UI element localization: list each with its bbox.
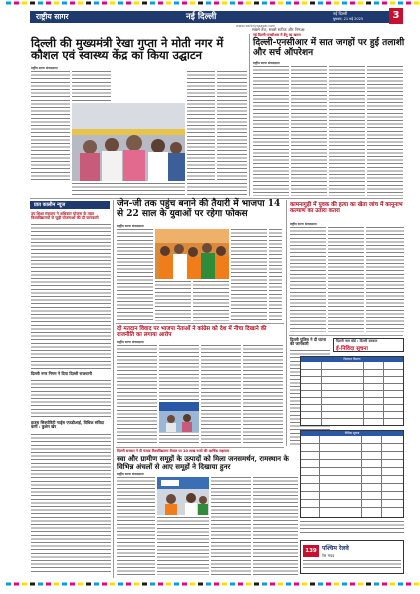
registration-mark [222, 583, 227, 586]
registration-mark [318, 583, 323, 586]
registration-mark [54, 583, 59, 586]
tender-footnote [300, 521, 404, 535]
registration-mark [310, 583, 315, 586]
right-top-kicker: नई दिल्ली-एनसीआर में डेंगू का खतरा [253, 33, 301, 37]
center-headline: जेन-जी तक पहुंच बनाने की तैयारी में भाजपा 14 से 22 साल के युवाओं पर रहेगा फोकस [117, 199, 281, 219]
registration-mark [246, 583, 251, 586]
registration-mark [46, 2, 51, 5]
registration-mark [110, 583, 115, 586]
tender-table-2-header: निविदा सूचना [301, 431, 403, 436]
lead-byline: राष्ट्रीय सागर संवाददाता [31, 66, 58, 70]
registration-mark [270, 583, 275, 586]
registration-mark [254, 583, 259, 586]
right-small-headline: दिल्ली पुलिस ने दी घटना की जानकारी [290, 337, 327, 347]
registration-mark [142, 2, 147, 5]
registration-mark [358, 583, 363, 586]
registration-mark [294, 2, 299, 5]
registration-mark [94, 583, 99, 586]
registration-mark [238, 2, 243, 5]
right-top-headline: दिल्ली-एनसीआर में सात जगहों पर हुई तलाशी और सर्च ऑपरेशन [253, 38, 405, 58]
registration-mark [286, 583, 291, 586]
right-top-col-1 [253, 66, 289, 196]
center-bottom-kicker: दिल्ली सरकार ने दी पंजाब विश्वविद्यालय रीवाल पर 10 लाख रुपये की आर्थिक सहायता [117, 449, 230, 453]
registration-mark [206, 583, 211, 586]
registration-mark [278, 583, 283, 586]
registration-mark [230, 583, 235, 586]
registration-mark [246, 2, 251, 5]
center-mid-byline: राष्ट्रीय सागर संवाददाता [117, 340, 144, 344]
registration-mark [118, 583, 123, 586]
registration-mark [30, 2, 35, 5]
registration-mark [390, 583, 395, 586]
registration-mark [6, 2, 11, 5]
registration-mark [118, 2, 123, 5]
center-col-5 [269, 229, 282, 321]
masthead-date: बुधवार, 21 मई 2025 [333, 17, 364, 21]
section-rule [289, 335, 403, 336]
center-small-photo [159, 402, 199, 432]
lead-body-col-3 [187, 71, 215, 181]
left-box-body-1 [31, 224, 111, 370]
column-rule [113, 200, 114, 578]
registration-mark [6, 583, 11, 586]
registration-mark [214, 583, 219, 586]
registration-mark [22, 2, 27, 5]
left-box-headline: उप शिक्षा मंत्रालय ने अधिकार योजना के तहत विश्वविद्यालयों से जुड़ी योजनाओं की दी जानकारी [31, 211, 99, 221]
center-mid-col-4 [243, 345, 283, 445]
center-col-4 [231, 229, 267, 321]
registration-mark [70, 583, 75, 586]
registration-mark [166, 2, 171, 5]
tender-table-2 [300, 430, 404, 518]
lead-body-col-1 [31, 71, 70, 181]
registration-mark [150, 2, 155, 5]
left-box-subhead-1: दिल्ली नगर निगम ने दिया दिल्ली राजधानी [31, 371, 92, 376]
registration-mark [374, 2, 379, 5]
tagline: सबसे तेज, सबसे सटीक और निष्पक्ष [252, 27, 305, 32]
registration-mark [238, 583, 243, 586]
registration-mark [374, 583, 379, 586]
left-box-body-3 [31, 434, 111, 574]
center-col-2 [155, 281, 191, 321]
registration-mark [158, 2, 163, 5]
registration-mark [294, 583, 299, 586]
registration-mark [198, 583, 203, 586]
registration-mark [142, 583, 147, 586]
registration-mark [302, 2, 307, 5]
registration-mark [270, 2, 275, 5]
registration-mark [78, 2, 83, 5]
registration-mark [406, 583, 411, 586]
center-byline: राष्ट्रीय सागर संवाददाता [117, 224, 144, 228]
registration-mark [406, 2, 411, 5]
masthead-edition: नई दिल्ली [333, 11, 348, 16]
registration-mark [134, 583, 139, 586]
registration-mark [78, 583, 83, 586]
center-bottom-byline: राष्ट्रीय सागर संवाददाता [117, 472, 144, 476]
registration-mark [230, 2, 235, 5]
center-bottom-headline: स्वा और ग्रामीण समूहों के उत्पादों को मिला जनसमर्थन, रामस्थान के विभिन्न अंचलों से आए समूहों ने दिखाया हुनर [117, 454, 289, 471]
registration-mark [62, 2, 67, 5]
registration-mark [398, 2, 403, 5]
registration-mark [174, 2, 179, 5]
registration-mark [414, 583, 419, 586]
registration-mark [86, 2, 91, 5]
right-top-col-3 [329, 66, 365, 196]
right-top-col-4 [367, 66, 403, 196]
registration-mark [134, 2, 139, 5]
registration-mark [14, 2, 19, 5]
registration-mark [14, 583, 19, 586]
lead-photo-caption [72, 183, 185, 195]
registration-strip-top [0, 1, 420, 5]
registration-mark [342, 583, 347, 586]
registration-mark [262, 2, 267, 5]
registration-mark [94, 2, 99, 5]
left-box-body-2 [31, 380, 111, 418]
center-mid-col-1 [117, 345, 157, 445]
registration-mark [302, 583, 307, 586]
registration-mark [214, 2, 219, 5]
registration-mark [326, 2, 331, 5]
registration-mark [414, 2, 419, 5]
lead-body-tail [187, 183, 247, 195]
registration-mark [222, 2, 227, 5]
registration-mark [398, 583, 403, 586]
registration-mark [102, 583, 107, 586]
center-bottom-col-3 [211, 477, 251, 575]
tender-table-1-header: विज्ञापन विवरण [301, 357, 403, 362]
right-mid-col-3 [366, 227, 404, 332]
registration-mark [206, 2, 211, 5]
center-mid-headline: दो मतदान विवाद पर भाजपा नेताओं ने कांग्रेस को देश में नीचा दिखाने की राजनीति का लगाया आरोप [117, 326, 267, 339]
right-top-col-2 [291, 66, 327, 196]
right-mid-col-1 [290, 227, 326, 332]
center-bottom-col-2 [157, 517, 209, 575]
registration-mark [286, 2, 291, 5]
lead-body-col-2 [72, 71, 111, 101]
section-rule [116, 323, 284, 324]
right-top-byline: राष्ट्रीय सागर संवाददाता [253, 61, 280, 65]
registration-mark [182, 583, 187, 586]
registration-mark [126, 583, 131, 586]
tender-kicker: दिल्ली जल बोर्ड : दिल्ली सरकार [336, 339, 378, 343]
registration-mark [310, 2, 315, 5]
registration-mark [326, 583, 331, 586]
registration-mark [166, 583, 171, 586]
registration-mark [366, 583, 371, 586]
registration-mark [358, 2, 363, 5]
railway-ad-label: पश्चिम रेलवे [322, 545, 349, 552]
registration-mark [150, 583, 155, 586]
page-number: 3 [389, 8, 403, 24]
registration-mark [174, 583, 179, 586]
registration-mark [62, 583, 67, 586]
registration-mark [190, 2, 195, 5]
railway-ad-body [303, 560, 401, 571]
website-url: www.rashtriyasagar.com [236, 24, 276, 28]
railway-ad-text: रेल मदद [322, 553, 335, 558]
registration-mark [254, 2, 259, 5]
lead-headline: दिल्ली की मुख्यमंत्री रेखा गुप्ता ने मोती नगर में कौशल एवं स्वास्थ्य केंद्र का किया उद्घाटन [31, 36, 224, 63]
left-box-subhead-2: हाउस सिक्योरिटी गार्ड्स एफडीआई, विधिक संविदा कर्मी : कुशेन खेर [31, 420, 104, 430]
registration-mark [190, 583, 195, 586]
registration-mark [366, 2, 371, 5]
masthead-city: नई दिल्ली [186, 12, 217, 22]
registration-mark [334, 2, 339, 5]
paper-name: राष्ट्रीय सागर [36, 12, 69, 21]
registration-mark [350, 2, 355, 5]
registration-mark [30, 583, 35, 586]
registration-strip-bottom [0, 582, 420, 586]
registration-mark [342, 2, 347, 5]
registration-mark [22, 583, 27, 586]
registration-mark [278, 2, 283, 5]
lead-photo [72, 103, 185, 181]
right-mid-byline: राष्ट्रीय सागर संवाददाता [290, 222, 317, 226]
right-mid-headline: कामनागुड़ी में युवक की हत्या का खेता जांच में कानूनाभ कल्याण का उतारा कतरा [290, 202, 403, 215]
right-mid-col-2 [328, 227, 364, 332]
center-photo [155, 229, 229, 279]
tender-table-1 [300, 356, 404, 426]
registration-mark [390, 2, 395, 5]
registration-mark [54, 2, 59, 5]
column-rule [249, 34, 250, 196]
registration-mark [46, 583, 51, 586]
registration-mark [86, 583, 91, 586]
registration-mark [38, 583, 43, 586]
registration-mark [262, 583, 267, 586]
center-mid-col-3 [201, 345, 241, 445]
center-bottom-col-4 [253, 477, 298, 575]
registration-mark [382, 583, 387, 586]
center-col-1 [117, 229, 153, 321]
registration-mark [38, 2, 43, 5]
registration-mark [334, 583, 339, 586]
railway-helpline-number: 139 [303, 545, 319, 557]
column-rule [286, 200, 287, 446]
center-col-3 [193, 281, 229, 321]
section-rule [116, 447, 284, 448]
center-bottom-photo [157, 477, 209, 515]
lead-body-col-4 [217, 71, 247, 181]
registration-mark [182, 2, 187, 5]
registration-mark [318, 2, 323, 5]
registration-mark [110, 2, 115, 5]
registration-mark [102, 2, 107, 5]
left-box-title: प्रात कालीन न्यूज [34, 202, 66, 208]
registration-mark [198, 2, 203, 5]
tender-title: ई-निविदा सूचना [336, 346, 368, 352]
registration-mark [158, 583, 163, 586]
registration-mark [126, 2, 131, 5]
registration-mark [350, 583, 355, 586]
registration-mark [382, 2, 387, 5]
center-bottom-col-1 [117, 477, 155, 575]
registration-mark [70, 2, 75, 5]
